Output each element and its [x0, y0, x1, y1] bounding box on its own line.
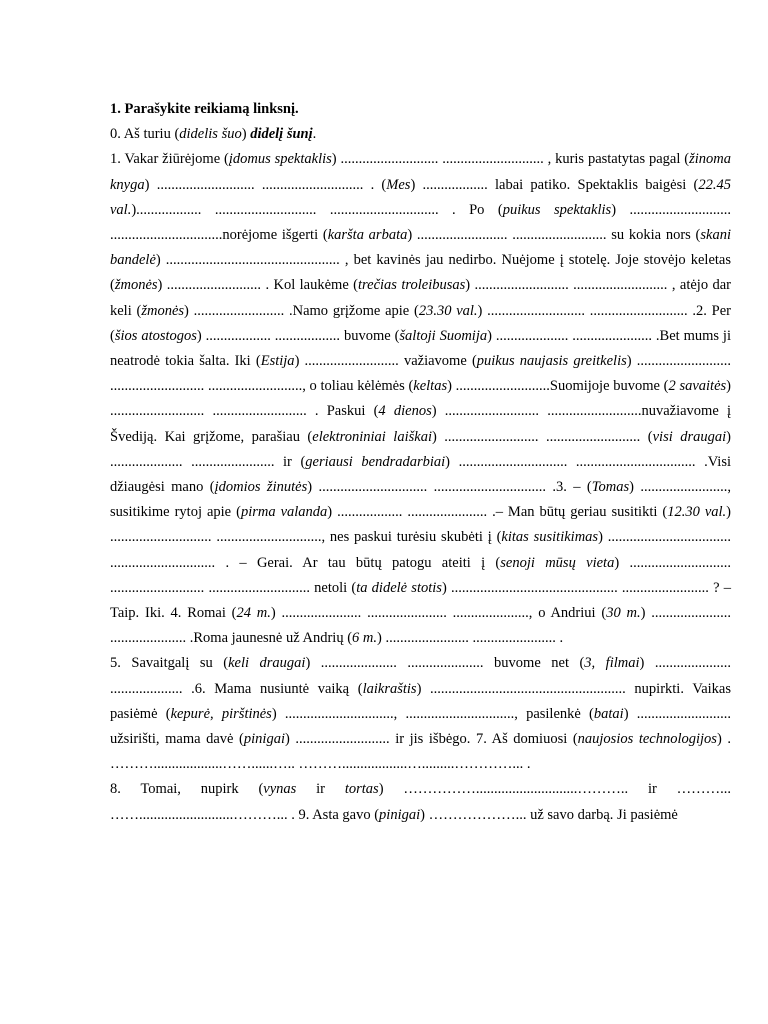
hint-word: 3, filmai [584, 655, 640, 672]
text-segment: ) ..........................Suomijoje buvome ( [447, 378, 669, 395]
text-segment: ) ..................... ..................... buvome net ( [305, 655, 585, 672]
text-segment: ) .......................... .......................... , atėjo dar keli ( [110, 277, 731, 319]
hint-word: pinigai [243, 731, 285, 748]
hint-word: įdomios žinutės [214, 479, 308, 496]
hint-word: 30 m. [606, 605, 641, 622]
text-segment: ) .......................... ..........................nuvažiavome į Švediją. Kai grįžome, parašiau ( [110, 403, 731, 445]
text-segment: ) .......................... . Kol laukėme ( [157, 277, 359, 294]
text-segment: ) ......................... .......................... su kokia nors ( [407, 227, 701, 244]
text-segment: ) ..................... .................... .6. Mama nusiuntė vaiką ( [110, 655, 731, 697]
text-segment: ) ...................... ..................... .Roma jaunesnė už Andrių ( [110, 605, 731, 647]
text-segment: 1. Vakar žiūrėjome ( [110, 151, 229, 168]
hint-word: 22.45 val. [110, 176, 731, 218]
text-segment: ) .................... ...................... .Bet mums ji neatrodė tokia šalta. Iki ( [110, 327, 731, 370]
text-segment: ) .................................. ............................. . – Gerai. Ar tau būtų patogu ateiti į ( [110, 529, 731, 571]
hint-word: ta didelė stotis [356, 579, 442, 596]
hint-word: 24 m. [236, 605, 271, 622]
text-segment: ) .................. .................. buvome ( [196, 327, 400, 344]
example-sentence [110, 122, 731, 147]
text-segment: ) ...................... ...................... ....................., o Andriui ( [270, 605, 607, 622]
hint-word: žmonės [114, 277, 158, 294]
example-prefix: 0. Aš turiu ( [110, 126, 180, 143]
example-suffix: . [312, 126, 317, 143]
hint-word: pirštinės [221, 705, 272, 722]
text-segment: ) .......................... ir jis išbėgo. 7. Aš domiuosi ( [284, 731, 578, 748]
text-segment: ) . ………...................……......….. ………..................….........…………... . [110, 731, 731, 773]
text-segment: ) .............................. ............................... .3. – ( [307, 479, 592, 496]
hint-word: skani bandelė [110, 227, 731, 269]
example-answer: didelį šunį [250, 126, 313, 143]
text-segment: ) .......................... .......................... ( [431, 428, 653, 445]
hint-word: 6 m. [352, 630, 378, 647]
example-hint: didelis šuo [179, 126, 242, 143]
exercise-paragraph-1 [110, 147, 731, 651]
text-segment: 5. Savaitgalį su ( [110, 655, 229, 672]
text-segment: 8. Tomai, nupirk ( [110, 781, 264, 798]
text-segment: ) .................... ....................... ir ( [110, 428, 731, 470]
hint-word: žmonės [141, 302, 185, 319]
example-middle: ) [241, 126, 251, 143]
text-segment: ) ....................... ....................... . [377, 630, 564, 647]
hint-word: geriausi bendradarbiai [305, 453, 446, 470]
text-segment: , [210, 705, 222, 722]
hint-word: šios atostogos [114, 327, 197, 344]
hint-word: Estija [260, 353, 295, 370]
text-segment: ) ……………............................……….. ir ………... ……..........................………... . 9. Asta gavo ( [110, 781, 732, 823]
text-segment: ) .............................., .............................., pasilenkė ( [271, 705, 594, 722]
text-segment: ) ............................ .......................... ............................ netoli ( [110, 554, 731, 596]
exercise-paragraph-2 [110, 651, 731, 777]
hint-word: senoji mūsų vieta [500, 554, 615, 571]
hint-word: keltas [413, 378, 448, 395]
text-segment: ) .................. ...................... .– Man būtų geriau susitikti ( [327, 504, 668, 521]
hint-word: elektroniniai laiškai [312, 428, 432, 445]
hint-word: įdomus spektaklis [228, 151, 332, 168]
hint-word: žinoma knyga [110, 151, 731, 193]
text-segment: ) ........................... ............................ , kuris pastatytas pagal ( [331, 151, 690, 168]
text-segment: ) .............................. ................................. .Visi džiaugėsi mano ( [110, 453, 732, 496]
hint-word: puikus naujasis greitkelis [476, 353, 627, 370]
text-segment: ) ………………... už savo darbą. Ji pasiėmė [420, 806, 678, 823]
hint-word: keli draugai [228, 655, 306, 672]
hint-word: Tomas [591, 479, 630, 496]
hint-word: kitas susitikimas [501, 529, 599, 546]
text-segment: ).................. ............................ .............................. . Po ( [131, 201, 503, 218]
hint-word: naujosios technologijos [577, 731, 717, 748]
hint-word: puikus spektaklis [502, 201, 612, 218]
hint-word: šaltoji Suomija [399, 327, 488, 344]
text-segment: ) ............................ ...............................norėjome išgerti ( [110, 201, 731, 244]
text-segment: ) .................. labai patiko. Spektaklis baigėsi ( [410, 176, 699, 193]
hint-word: 23.30 val. [418, 302, 478, 319]
hint-word: vynas [263, 781, 297, 798]
hint-word: pirma valanda [240, 504, 328, 521]
hint-word: kepurė [170, 705, 211, 722]
hint-word: tortas [344, 781, 379, 798]
text-segment: ) ...................................................... nupirkti. Vaikas pasiėmė ( [110, 680, 731, 722]
text-segment: ) ........................... ............................ . ( [144, 176, 387, 193]
text-segment: ) ........................... ........................... .2. Per ( [110, 302, 731, 344]
exercise-heading: 1. Parašykite reikiamą linksnį. [110, 101, 299, 117]
text-segment: ) .......................... .......................... . Paskui ( [110, 378, 732, 420]
hint-word: batai [593, 705, 624, 722]
text-segment: ir [296, 781, 345, 798]
text-segment: ) ................................................ , bet kavinės jau nedirbo. Nuėjome į stotelę. Joje stovėjo keletas ( [110, 252, 731, 294]
hint-word: 4 dienos [378, 403, 432, 420]
text-segment: ) .............................................. ........................ ? – Taip. Iki. 4. Romai ( [110, 579, 731, 622]
text-segment: ) .......................... užsirišti, mama davė ( [110, 705, 732, 748]
document-page [110, 97, 731, 828]
text-segment: ) ........................, susitikime rytoj apie ( [110, 479, 731, 521]
exercise-paragraph-3 [110, 777, 731, 827]
hint-word: 12.30 val. [667, 504, 727, 521]
hint-word: trečias troleibusas [358, 277, 466, 294]
text-segment: ) ......................... .Namo grįžome apie ( [184, 302, 419, 319]
hint-word: 2 savaitės [668, 378, 727, 395]
hint-word: laikraštis [362, 680, 417, 697]
hint-word: pinigai [379, 806, 421, 823]
text-segment: ) ............................ ............................., nes paskui turėsiu skubėti į ( [110, 504, 731, 546]
hint-word: Mes [386, 176, 411, 193]
hint-word: visi draugai [652, 428, 727, 445]
text-segment: ) .......................... .......................... .........................., o toliau kėlėmės ( [110, 353, 731, 395]
hint-word: karšta arbata [327, 227, 408, 244]
text-segment: ) .......................... važiavome ( [294, 353, 477, 370]
